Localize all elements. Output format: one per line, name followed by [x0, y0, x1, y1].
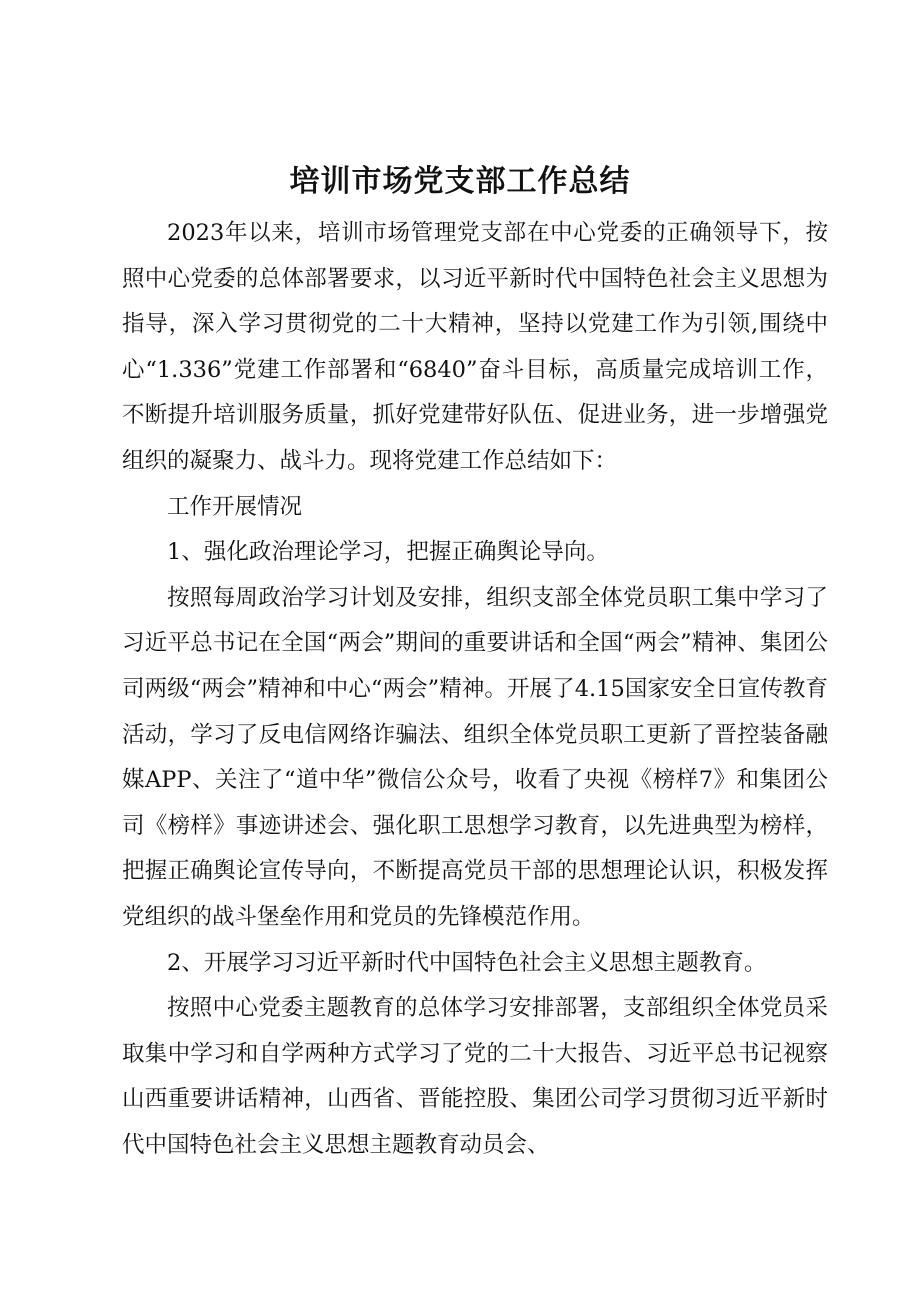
subsection-body-1: 按照每周政治学习计划及安排，组织支部全体党员职工集中学习了习近平总书记在全国“两会”期间的重要讲话和全国“两会”精神、集团公司两级“两会”精神和中心“两会”精神。开展了4.15国家安全日宣传教育活动，学习了反电信网络诈骗法、组织全体党员职工更新了晋控装备融媒APP、关注了“道中华”微信公众号，收看了央视《榜样7》和集团公司《榜样》事迹讲述会、强化职工思想学习教育，以先进典型为榜样，把握正确舆论宣传导向，不断提高党员干部的思想理论认识，积极发挥党组织的战斗堡垒作用和党员的先锋模范作用。: [122, 584, 828, 930]
intro-paragraph: 2023年以来，培训市场管理党支部在中心党委的正确领导下，按照中心党委的总体部署要求，以习近平新时代中国特色社会主义思想为指导，深入学习贯彻党的二十大精神，坚持以党建工作为引领,围绕中心“1.336”党建工作部署和“6840”奋斗目标，高质量完成培训工作，不断提升培训服务质量，抓好党建带好队伍、促进业务，进一步增强党组织的凝聚力、战斗力。现将党建工作总结如下：: [122, 220, 828, 474]
document-body: [122, 211, 828, 1168]
document-title: 培训市场党支部工作总结: [289, 164, 631, 199]
subsection-body-2: 按照中心党委主题教育的总体学习安排部署，支部组织全体党员采取集中学习和自学两种方式学习了党的二十大报告、习近平总书记视察山西重要讲话精神，山西省、晋能控股、集团公司学习贯彻习近平新时代中国特色社会主义思想主题教育动员会、: [122, 995, 828, 1158]
section-heading: 工作开展情况: [167, 493, 303, 520]
subsection-heading-1: 1、强化政治理论学习，把握正确舆论导向。: [167, 539, 609, 566]
subsection-heading-2: 2、开展学习习近平新时代中国特色社会主义思想主题教育。: [167, 949, 767, 976]
